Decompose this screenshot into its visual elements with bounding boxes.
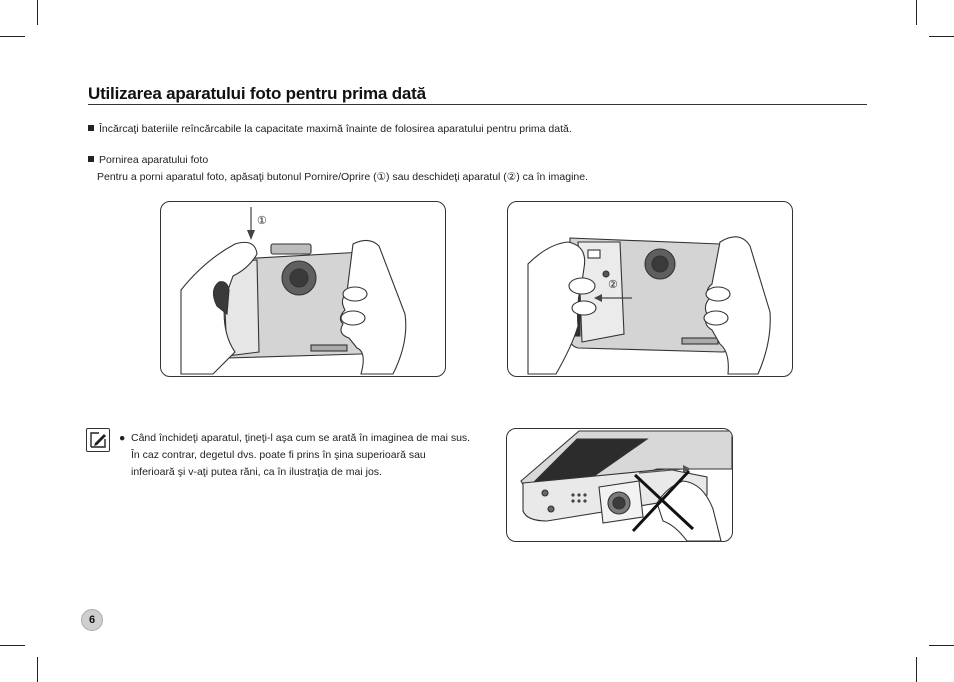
illustration-open-camera [507, 201, 793, 377]
crop-mark [916, 0, 917, 25]
note-text: Când închideţi aparatul, ţineţi-l aşa cum se arată în imaginea de mai sus. În caz contrar, degetul dvs. poate fi prins în şina superioară sau inferioară şi v-aţi putea răni, ca în ilustraţia de mai jos. [131, 432, 471, 478]
crop-mark [929, 645, 954, 646]
camera-hands-slide-icon [508, 202, 792, 376]
illustration-power-button [160, 201, 446, 377]
bullet-charge-text: Încărcaţi bateriile reîncărcabile la capacitate maximă înainte de folosirea aparatului pentru prima dată. [99, 123, 572, 135]
power-on-description: Pentru a porni aparatul foto, apăsaţi butonul Pornire/Oprire (①) sau deschideţi aparatul (②) ca în imagine. [97, 171, 589, 183]
crop-mark [916, 657, 917, 682]
crop-mark [0, 36, 25, 37]
pencil-note-icon [87, 429, 109, 451]
bullet-charge [88, 123, 572, 135]
camera-hands-power-icon [161, 202, 445, 376]
bullet-power-on-heading: Pornirea aparatului foto [99, 154, 209, 166]
step-2-marker: ② [608, 279, 618, 291]
crop-mark [929, 36, 954, 37]
title-rule [88, 104, 867, 105]
note-bullet: ● [119, 432, 126, 444]
illustration-pinch-warning [506, 428, 733, 542]
square-bullet-icon [88, 156, 94, 162]
page-number-badge: 6 [81, 609, 103, 631]
step-1-marker: ① [257, 215, 267, 227]
bullet-power-on [88, 154, 208, 166]
page-title: Utilizarea aparatului foto pentru prima dată [88, 84, 426, 103]
crop-mark [37, 657, 38, 682]
crop-mark [0, 645, 25, 646]
note-icon [86, 428, 110, 452]
square-bullet-icon [88, 125, 94, 131]
camera-pinch-warning-icon [507, 429, 732, 541]
crop-mark [37, 0, 38, 25]
